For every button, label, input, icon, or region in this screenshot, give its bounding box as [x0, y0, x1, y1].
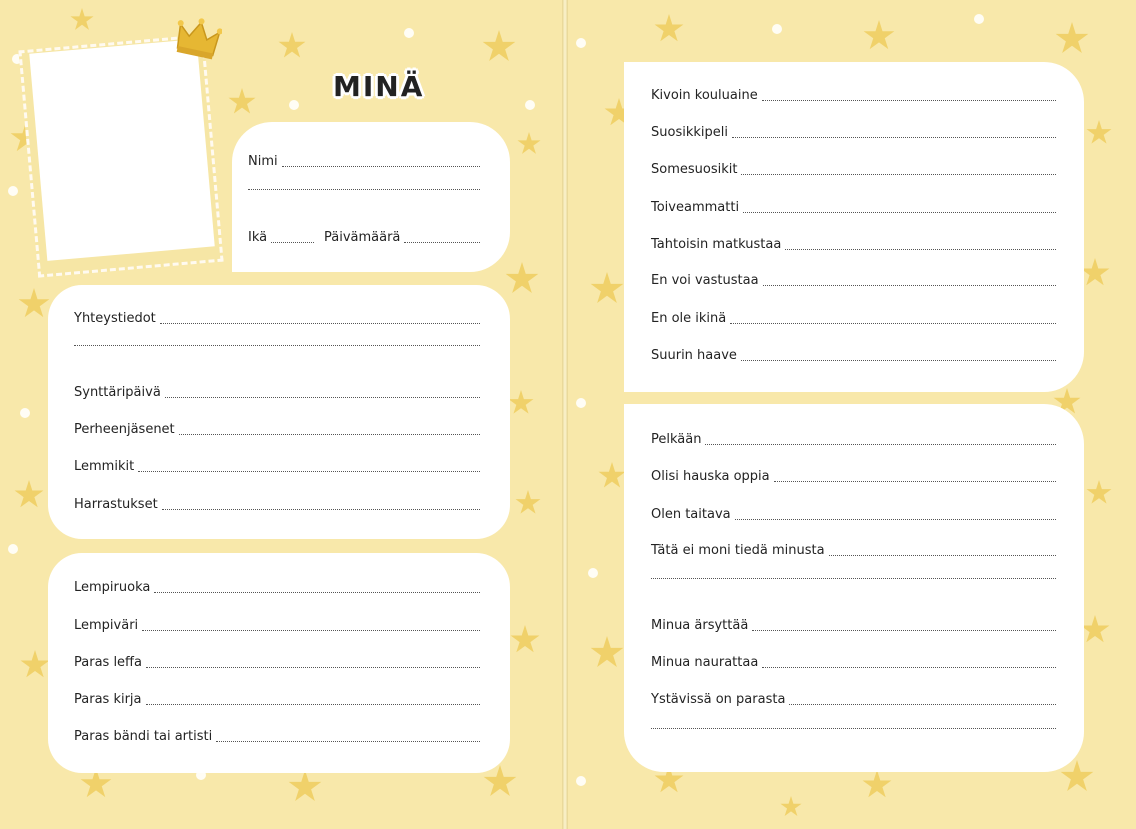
- star-icon: [288, 770, 322, 804]
- dot: [772, 24, 782, 34]
- right-card-1: [624, 62, 1084, 392]
- right-card-2: [624, 404, 1084, 772]
- star-icon: [654, 14, 684, 44]
- contact-line[interactable]: Yhteystiedot: [74, 311, 480, 327]
- right-line[interactable]: Olisi hauska oppia: [651, 469, 1056, 485]
- star-icon: [862, 770, 892, 800]
- right-line[interactable]: Olen taitava: [651, 507, 1056, 523]
- star-icon: [590, 636, 624, 670]
- right-line[interactable]: Suurin haave: [651, 348, 1056, 364]
- right-line[interactable]: Somesuosikit: [651, 162, 1056, 178]
- contact-line[interactable]: [74, 348, 480, 349]
- star-icon: [1055, 22, 1089, 56]
- contact-line[interactable]: Perheenjäsenet: [74, 422, 480, 438]
- star-icon: [517, 132, 541, 156]
- crown-icon: [174, 16, 222, 60]
- star-icon: [1080, 258, 1110, 288]
- star-icon: [228, 88, 256, 116]
- star-icon: [1080, 615, 1110, 645]
- star-icon: [278, 32, 306, 60]
- name-card: [232, 122, 510, 272]
- page-title: MINÄ: [333, 70, 425, 103]
- star-icon: [1086, 120, 1112, 146]
- name-field-extra[interactable]: [248, 192, 480, 193]
- dot: [588, 568, 598, 578]
- name-label: Nimi: [248, 154, 278, 169]
- dot: [974, 14, 984, 24]
- right-line[interactable]: Pelkään: [651, 432, 1056, 448]
- star-icon: [18, 288, 50, 320]
- star-icon: [590, 272, 624, 306]
- star-icon: [863, 20, 895, 52]
- dot: [525, 100, 535, 110]
- dot: [289, 100, 299, 110]
- star-icon: [780, 796, 802, 818]
- right-line[interactable]: [651, 581, 1056, 582]
- right-line[interactable]: En voi vastustaa: [651, 273, 1056, 289]
- dot: [20, 408, 30, 418]
- contact-line[interactable]: Synttäripäivä: [74, 385, 480, 401]
- star-icon: [1086, 480, 1112, 506]
- right-line[interactable]: En ole ikinä: [651, 311, 1056, 327]
- right-line[interactable]: Kivoin kouluaine: [651, 88, 1056, 104]
- star-icon: [598, 462, 626, 490]
- star-icon: [20, 650, 50, 680]
- favorite-line[interactable]: Paras kirja: [74, 692, 480, 708]
- dot: [576, 38, 586, 48]
- star-icon: [505, 262, 539, 296]
- star-icon: [14, 480, 44, 510]
- name-field[interactable]: [248, 154, 480, 170]
- right-line[interactable]: Ystävissä on parasta: [651, 692, 1056, 708]
- date-field[interactable]: [324, 230, 480, 246]
- dot: [8, 186, 18, 196]
- favorite-line[interactable]: Paras leffa: [74, 655, 480, 671]
- contact-line[interactable]: Harrastukset: [74, 497, 480, 513]
- star-icon: [515, 490, 541, 516]
- right-line[interactable]: Minua naurattaa: [651, 655, 1056, 671]
- star-icon: [482, 30, 516, 64]
- dot: [576, 398, 586, 408]
- dot: [8, 544, 18, 554]
- date-label: Päivämäärä: [324, 230, 401, 245]
- star-icon: [510, 625, 540, 655]
- dot: [404, 28, 414, 38]
- favorite-line[interactable]: Lempiväri: [74, 618, 480, 634]
- age-label: Ikä: [248, 230, 268, 245]
- right-line[interactable]: Toiveammatti: [651, 200, 1056, 216]
- right-line[interactable]: Tahtoisin matkustaa: [651, 237, 1056, 253]
- dot: [576, 776, 586, 786]
- right-line[interactable]: Minua ärsyttää: [651, 618, 1056, 634]
- star-icon: [70, 8, 94, 32]
- star-icon: [508, 390, 534, 416]
- favorite-line[interactable]: Lempiruoka: [74, 580, 480, 596]
- favorite-line[interactable]: Paras bändi tai artisti: [74, 729, 480, 745]
- right-line[interactable]: Tätä ei moni tiedä minusta: [651, 543, 1056, 559]
- right-line[interactable]: [651, 731, 1056, 732]
- contact-line[interactable]: Lemmikit: [74, 459, 480, 475]
- photo-placeholder[interactable]: [29, 39, 214, 261]
- age-field[interactable]: [248, 230, 314, 246]
- right-line[interactable]: Suosikkipeli: [651, 125, 1056, 141]
